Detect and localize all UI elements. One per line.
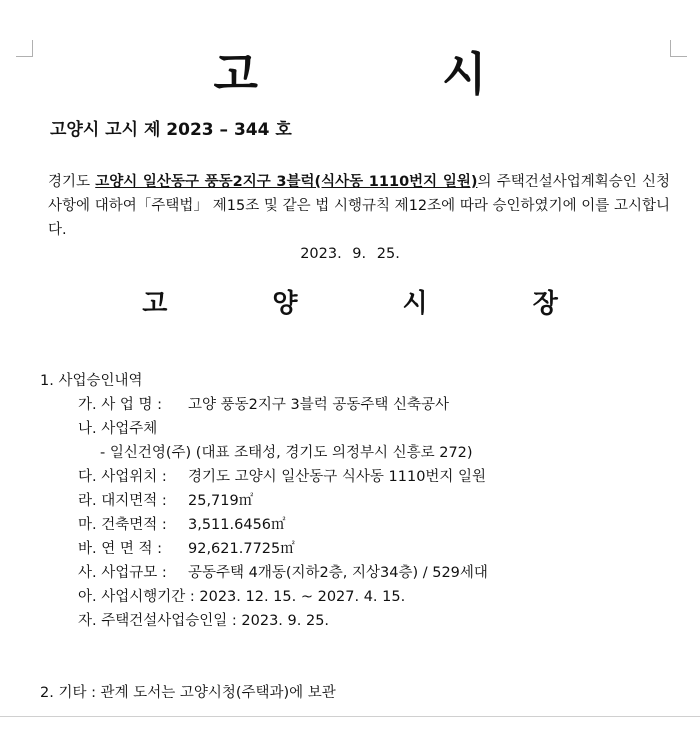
item-label: 아. 사업시행기간 : [78,589,195,605]
body-location: 고양시 일산동구 풍동2지구 3블럭(식사동 1110번지 일원) [95,174,478,190]
item-label: 자. 주택건설사업승인일 : [78,613,237,629]
item-total-floor-area [78,538,295,560]
item-approval-date [78,610,329,632]
item-value: 25,719㎡ [188,493,254,509]
item-developer-detail: - 일신건영(주) (대표 조태성, 경기도 의정부시 신흥로 272) [100,445,473,461]
body-prefix: 경기도 [48,174,96,190]
section-2-other: 2. 기타 : 관계 도서는 고양시청(주택과)에 보관 [40,685,336,701]
body-suffix: 의 주택건설사업계획승인 신청 사항에 대하여「주택법」 제15조 및 같은 법 시행규칙 제12조에 따라 승인하였기에 이를 고시합니다. [48,174,670,238]
item-value: 3,511.6456㎡ [188,517,286,533]
item-label: 라. 대지면적 : [78,493,167,509]
item-label: 바. 연 면 적 : [78,541,162,557]
item-location [78,466,487,488]
item-developer [78,418,157,440]
item-label: 사. 사업규모 : [78,565,167,581]
item-project-period [78,586,405,608]
item-value: 92,621.7725㎡ [188,541,295,557]
notice-number: 고양시 고시 제 2023 – 344 호 [50,120,292,140]
issuer-name: 고 양 시 장 [142,289,606,319]
item-value: 2023. 12. 15. ~ 2027. 4. 15. [199,589,406,605]
page-bottom-edge [0,716,700,717]
item-value: 공동주택 4개동(지하2층, 지상34층) / 529세대 [188,565,488,581]
item-value: 2023. 9. 25. [241,613,330,629]
document-title: 고 시 [213,47,571,101]
item-building-area [78,514,286,536]
item-label: 마. 건축면적 : [78,517,167,533]
section-1-heading: 1. 사업승인내역 [40,373,143,389]
item-value: 경기도 고양시 일산동구 식사동 1110번지 일원 [188,469,487,485]
item-label: 나. 사업주체 [78,421,158,437]
item-project-name [78,394,449,416]
item-site-area [78,490,254,512]
item-label: 다. 사업위치 : [78,469,167,485]
item-value: 고양 풍동2지구 3블럭 공동주택 신축공사 [188,397,449,413]
notice-body [48,170,670,242]
item-label: 가. 사 업 명 : [78,397,162,413]
notice-date: 2023. 9. 25. [300,246,400,262]
item-project-scale [78,562,488,584]
